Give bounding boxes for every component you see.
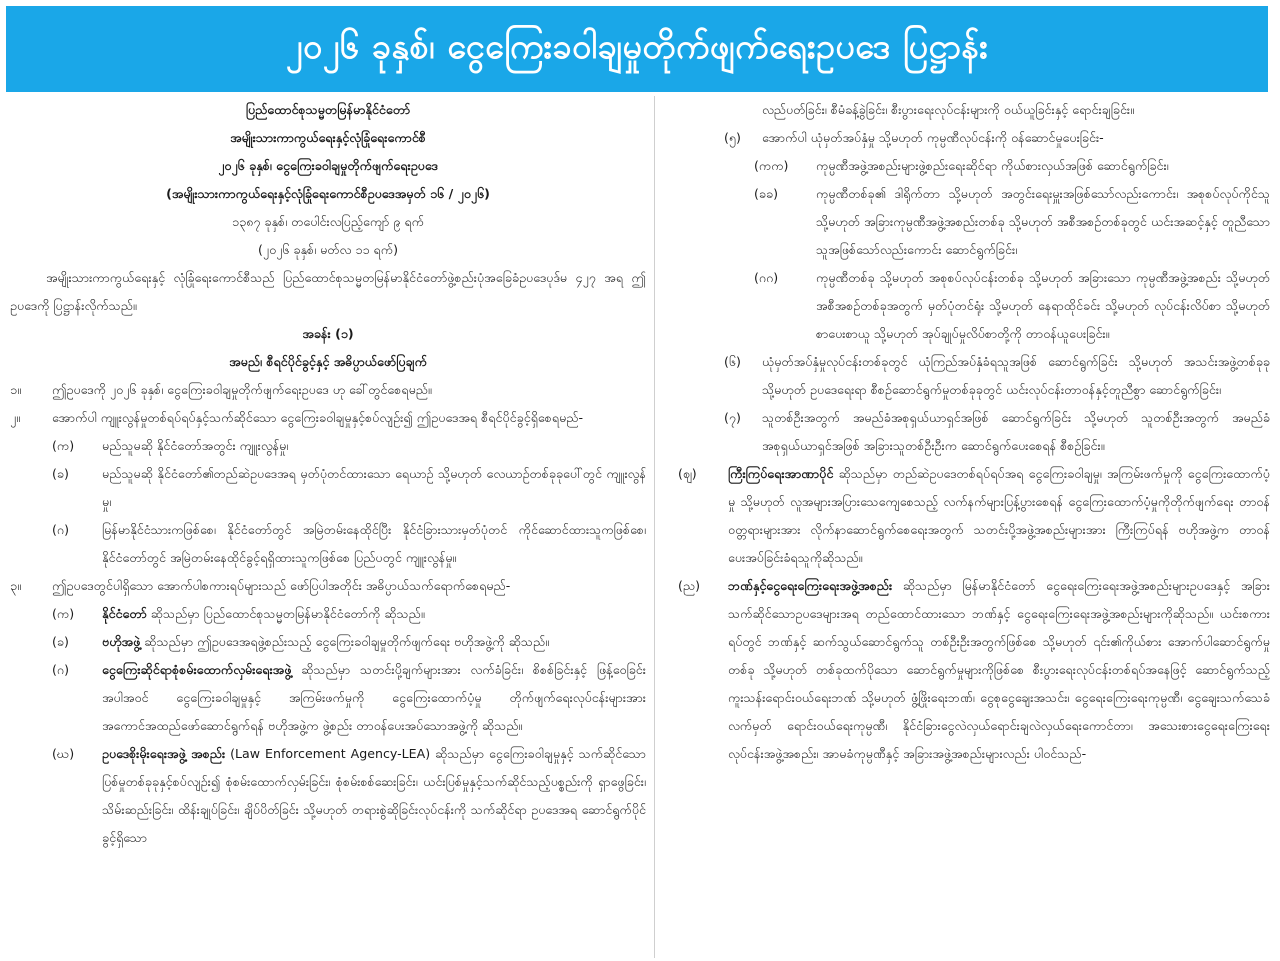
definition-text: ဆိုသည်မှာ သတင်းပို့ချက်များအား လက်ခံခြင်း၊ စိစစ်ခြင်းနှင့် ဖြန့်ဝေခြင်းအပါအဝင် ငွေကြေးခဝါချမှုနှင့် အကြမ်းဖက်မှုကို ငွေကြေးထောက်ပံ့မှု တိုက်ဖျက်ရေးလုပ်ငန်းများအား အကောင်အထည်ဖော်ဆောင်ရွက်ရန် ဗဟိုအဖွဲ့က ဖွဲ့စည်း တာဝန်ပေးအပ်သောအဖွဲ့ကို ဆိုသည်။ [102, 662, 646, 733]
definition-text: (Law Enforcement Agency-LEA) ဆိုသည်မှာ ငွေကြေးခဝါချမှုနှင့် သက်ဆိုင်သောပြစ်မှုတစ်ခုခုနှင့်စပ်လျဉ်း၍ စုံစမ်းထောက်လှမ်းခြင်း၊ စုံစမ်းစစ်ဆေးခြင်း၊ ယင်းပြစ်မှုနှင့်သက်ဆိုင်သည့်ပစ္စည်းကို ရှာဖွေခြင်း၊ သိမ်းဆည်းခြင်း၊ ထိန်းချုပ်ခြင်း၊ ချိပ်ပိတ်ခြင်း သို့မဟုတ် တရားစွဲဆိုခြင်းလုပ်ငန်းကို သက်ဆိုင်ရာ ဥပဒေအရ ဆောင်ရွက်ပိုင်ခွင့်ရှိသော [102, 746, 646, 845]
item-number: (ဂဂ) [754, 270, 779, 285]
item-number: (ခ) [52, 634, 69, 649]
page-banner [6, 6, 1268, 92]
definition-item [10, 740, 646, 852]
right-column [664, 96, 1270, 958]
section-number: ၂။ [10, 410, 20, 425]
banner-title: ၂၀၂၆ ခုနှစ်၊ ငွေကြေးခဝါချမှုတိုက်ဖျက်ရေးဥပဒေ ပြဋ္ဌာန်း [285, 26, 989, 67]
item-number: (၇) [724, 410, 741, 425]
item-number: (ည) [678, 578, 701, 593]
left-column [10, 96, 646, 958]
definition-text: ဆိုသည်မှာ မြန်မာနိုင်ငံတော် ငွေရေးကြေးရေးအဖွဲ့အစည်းများဥပဒေနှင့် အခြားသက်ဆိုင်သောဥပဒေများအရ တည်ထောင်ထားသော ဘဏ်နှင့် ငွေရေးကြေးရေးအဖွဲ့အစည်းများကိုဆိုသည်။ ယင်းစကားရပ်တွင် ဘဏ်နှင့် ဆက်သွယ်ဆောင်ရွက်သူ တစ်ဦးဦးအတွက်ဖြစ်စေ သို့မဟုတ် ၎င်း၏ကိုယ်စား အောက်ပါဆောင်ရွက်မှုတစ်ခု သို့မဟုတ် တစ်ခုထက်ပိုသော ဆောင်ရွက်မှုများကိုဖြစ်စေ စီးပွားရေးလုပ်ငန်းတစ်ရပ်အနေဖြင့် ဆောင်ရွက်သည့် ကူးသန်းရောင်းဝယ်ရေးဘဏ် သို့မဟုတ် ဖွံ့ဖြိုးရေးဘဏ်၊ ငွေစုငွေချေးအသင်း၊ ငွေရေးကြေးရေးကုမ္ပဏီ၊ ငွေချေးသက်သေခံလက်မှတ် ရောင်းဝယ်ရေးကုမ္ပဏီ၊ နိုင်ငံခြားငွေလဲလှယ်ရောင်းချလဲလှယ်ရေးကောင်တာ၊ အသေးစားငွေရေးကြေးရေးလုပ်ငန်းအဖွဲ့အစည်း၊ အာမခံကုမ္ပဏီနှင့် အခြားအဖွဲ့အစည်းများလည်း ပါဝင်သည်- [728, 578, 1270, 761]
item-number: (ကက) [754, 158, 789, 173]
item-text: ယုံမှတ်အပ်နှံမှုလုပ်ငန်းတစ်ခုတွင် ယုံကြည်အပ်နှံခံရသူအဖြစ် ဆောင်ရွက်ခြင်း သို့မဟုတ် အသင်းအဖွဲ့တစ်ခုခု သို့မဟုတ် ဥပဒေရေးရာ စီစဉ်ဆောင်ရွက်မှုတစ်ခုခုတွင် ယင်းလုပ်ငန်းတာဝန်နှင့်တူညီစွာ ဆောင်ရွက်ခြင်း၊ [762, 354, 1270, 397]
intro-paragraph: အမျိုးသားကာကွယ်ရေးနှင့် လုံခြုံရေးကောင်စီသည် ပြည်ထောင်စုသမ္မတမြန်မာနိုင်ငံတော်ဖွဲ့စည်းပုံအခြေခံဥပဒေပုဒ်မ ၄၂၇ အရ ဤဥပဒေကို ပြဋ္ဌာန်းလိုက်သည်။ [10, 270, 646, 313]
section-number: ၃။ [10, 578, 21, 593]
section-text: ဤဥပဒေတွင်ပါရှိသော အောက်ပါစကားရပ်များသည် ဖော်ပြပါအတိုင်း အဓိပ္ပာယ်သက်ရောက်စေရမည်- [52, 578, 511, 593]
section-3 [10, 572, 646, 600]
item-text: ကုမ္ပဏီအဖွဲ့အစည်းများဖွဲ့စည်းရေးဆိုင်ရာ ကိုယ်စားလှယ်အဖြစ် ဆောင်ရွက်ခြင်း၊ [816, 158, 1169, 173]
item-text [728, 572, 1270, 768]
section-text: အောက်ပါ ကျူးလွန်မှုတစ်ရပ်ရပ်နှင့်သက်ဆိုင်သော ငွေကြေးခဝါချမှုနှင့်စပ်လျဉ်း၍ ဤဥပဒေအရ စီရင်ပိုင်ခွင့်ရှိစေရမည်- [52, 410, 583, 425]
item-text [102, 740, 646, 852]
section-text: ဤဥပဒေကို ၂၀၂၆ ခုနှစ်၊ ငွေကြေးခဝါချမှုတိုက်ဖျက်ရေးဥပဒေ ဟု ခေါ်တွင်စေရမည်။ [52, 382, 432, 397]
defined-term: ငွေကြေးဆိုင်ရာစုံစမ်းထောက်လှမ်းရေးအဖွဲ့ [102, 662, 292, 677]
subsection-7 [664, 404, 1270, 460]
header-line-2: အမျိုးသားကာကွယ်ရေးနှင့်လုံခြုံရေးကောင်စီ [230, 130, 426, 145]
definition-item [664, 460, 1270, 572]
subsection-6 [664, 348, 1270, 404]
list-item [664, 264, 1270, 348]
item-number: (ခ) [52, 466, 69, 481]
item-text: ကုမ္ပဏီတစ်ခု၏ ဒါရိုက်တာ သို့မဟုတ် အတွင်းရေးမှူးအဖြစ်သော်လည်းကောင်း၊ အစုစပ်လုပ်ကိုင်သူ သို့မဟုတ် အခြားကုမ္ပဏီအဖွဲ့အစည်းတစ်ခု သို့မဟုတ် အစီအစဉ်တစ်ခုတွင် ယင်းအဆင့်နှင့် တူညီသောသူအဖြစ်သော်လည်းကောင်း ဆောင်ရွက်ခြင်း၊ [816, 186, 1270, 257]
item-number: (ဂ) [52, 522, 70, 537]
chapter-title: အမည်၊ စီရင်ပိုင်ခွင့်နှင့် အဓိပ္ပာယ်ဖော်ပြချက် [229, 354, 427, 369]
definition-text: ဆိုသည်မှာ ဤဥပဒေအရဖွဲ့စည်းသည့် ငွေကြေးခဝါချမှုတိုက်ဖျက်ရေး ဗဟိုအဖွဲ့ကို ဆိုသည်။ [140, 634, 550, 649]
definition-item [10, 656, 646, 740]
list-item [10, 432, 646, 460]
header-line-4: (အမျိုးသားကာကွယ်ရေးနှင့်လုံခြုံရေးကောင်စီဥပဒေအမှတ် ၁၆ / ၂၀၂၆) [166, 186, 490, 201]
item-number: (၆) [724, 354, 741, 369]
item-text [728, 460, 1270, 572]
item-text: မည်သူမဆို နိုင်ငံတော်အတွင်း ကျူးလွန်မှု၊ [102, 438, 289, 453]
item-text [102, 628, 646, 656]
header-line-3: ၂၀၂၆ ခုနှစ်၊ ငွေကြေးခဝါချမှုတိုက်ဖျက်ရေးဥပဒေ [218, 158, 438, 173]
list-item [664, 152, 1270, 180]
definition-item [10, 628, 646, 656]
list-item [664, 180, 1270, 264]
defined-term: ဘဏ်နှင့်ငွေရေးကြေးရေးအဖွဲ့အစည်း [728, 578, 893, 593]
item-text: မြန်မာနိုင်ငံသားကဖြစ်စေ၊ နိုင်ငံတော်တွင် အမြဲတမ်းနေထိုင်ပြီး နိုင်ငံခြားသားမှတ်ပုံတင် ကိုင်ဆောင်ထားသူကဖြစ်စေ၊ နိုင်ငံတော်တွင် အမြဲတမ်းနေထိုင်ခွင့်ရရှိထားသူကဖြစ်စေ ပြည်ပတွင် ကျူးလွန်မှု။ [102, 522, 646, 565]
definition-text: ဆိုသည်မှာ တည်ဆဲဥပဒေတစ်ရပ်ရပ်အရ ငွေကြေးခဝါချမှု၊ အကြမ်းဖက်မှုကို ငွေကြေးထောက်ပံ့မှု သို့မဟုတ် လူအများအပြားသေကျေစေသည့် လက်နက်များပြန့်ပွားစေရန် ငွေကြေးထောက်ပံ့မှုကိုတိုက်ဖျက်ရေး တာဝန်ဝတ္တရားများအား လိုက်နာဆောင်ရွက်စေရေးအတွက် သတင်းပို့အဖွဲ့အစည်းများအား ကြီးကြပ်ရန် ဗဟိုအဖွဲ့က တာဝန်ပေးအပ်ခြင်းခံရသူကိုဆိုသည်။ [728, 466, 1270, 565]
item-text [102, 656, 646, 740]
defined-term: ဗဟိုအဖွဲ့ [102, 634, 141, 649]
item-number: (က) [52, 606, 75, 621]
section-number: ၁။ [10, 382, 21, 397]
item-number: (၅) [724, 130, 741, 145]
item-text: သူတစ်ဦးအတွက် အမည်ခံအစုရှယ်ယာရှင်အဖြစ် ဆောင်ရွက်ခြင်း သို့မဟုတ် သူတစ်ဦးအတွက် အမည်ခံအစုရှယ်ယာရှင်အဖြစ် အခြားသူတစ်ဦးဦးက ဆောင်ရွက်ပေးစေရန် စီစဉ်ခြင်း။ [762, 410, 1270, 453]
chapter-number: အခန်း (၁) [302, 326, 354, 341]
definition-item [664, 572, 1270, 768]
continued-text: လည်ပတ်ခြင်း၊ စီမံခန့်ခွဲခြင်း၊ စီးပွားရေးလုပ်ငန်းများကို ဝယ်ယူခြင်းနှင့် ရောင်းချခြင်း။ [762, 102, 1134, 117]
definition-text: ဆိုသည်မှာ ပြည်ထောင်စုသမ္မတမြန်မာနိုင်ငံတော်ကို ဆိုသည်။ [146, 606, 425, 621]
item-number: (ဂ) [52, 662, 70, 677]
item-text: အောက်ပါ ယုံမှတ်အပ်နှံမှု သို့မဟုတ် ကုမ္ပဏီလုပ်ငန်းကို ဝန်ဆောင်မှုပေးခြင်း- [762, 130, 1104, 145]
header-line-5: ၁၃၈၇ ခုနှစ်၊ တပေါင်းလပြည့်ကျော် ၉ ရက် [231, 214, 425, 229]
list-item [10, 516, 646, 572]
section-1 [10, 376, 646, 404]
section-2 [10, 404, 646, 432]
definition-item [10, 600, 646, 628]
item-number: (ဃ) [52, 746, 75, 761]
item-number: (က) [52, 438, 75, 453]
header-line-1: ပြည်ထောင်စုသမ္မတမြန်မာနိုင်ငံတော် [245, 102, 411, 117]
item-text [102, 600, 646, 628]
header-line-6: (၂၀၂၆ ခုနှစ်၊ မတ်လ ၁၁ ရက်) [257, 242, 399, 257]
item-text: ကုမ္ပဏီတစ်ခု သို့မဟုတ် အစုစပ်လုပ်ငန်းတစ်ခု သို့မဟုတ် အခြားသော ကုမ္ပဏီအဖွဲ့အစည်း သို့မဟုတ် အစီအစဉ်တစ်ခုအတွက် မှတ်ပုံတင်ရုံး သို့မဟုတ် နေရာထိုင်ခင်း သို့မဟုတ် လုပ်ငန်းလိပ်စာ သို့မဟုတ် စာပေးစာယူ သို့မဟုတ် အုပ်ချုပ်မှုလိပ်စာတို့ကို တာဝန်ယူပေးခြင်း။ [816, 270, 1270, 341]
item-number: (ဈ) [678, 466, 697, 481]
item-number: (ခခ) [754, 186, 778, 201]
defined-term: ကြီးကြပ်ရေးအာဏာပိုင် [728, 466, 834, 481]
defined-term: နိုင်ငံတော် [102, 606, 147, 621]
column-divider [654, 96, 655, 958]
list-item [10, 460, 646, 516]
defined-term: ဥပဒေစိုးမိုးရေးအဖွဲ့ အစည်း [102, 746, 226, 761]
item-text: မည်သူမဆို နိုင်ငံတော်၏တည်ဆဲဥပဒေအရ မှတ်ပုံတင်ထားသော ရေယာဉ် သို့မဟုတ် လေယာဉ်တစ်ခုခုပေါ်တွင် ကျူးလွန်မှု၊ [102, 466, 646, 509]
subsection-5 [664, 124, 1270, 152]
